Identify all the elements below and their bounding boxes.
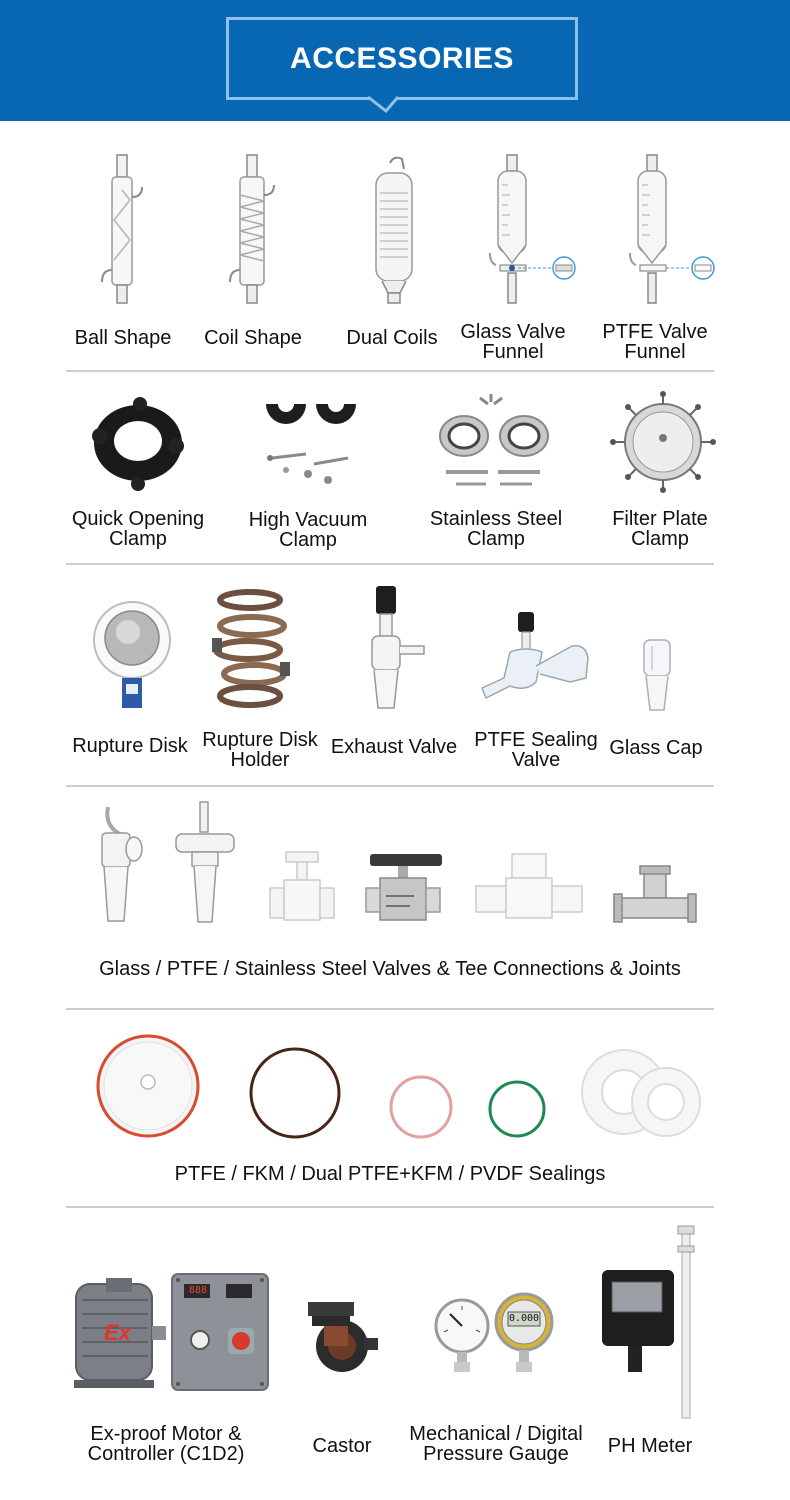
glass-valve-funnel-label: [452, 322, 574, 362]
digital-pressure-gauge: [494, 1292, 554, 1374]
joints-caption: Glass / PTFE / Stainless Steel Valves & Tee Connections & Joints: [99, 958, 681, 980]
ph-meter: [598, 1224, 708, 1420]
stainless-tee-joint: [612, 864, 698, 924]
glass-valve-funnel: [488, 155, 583, 305]
tri-clamp-gasket-icon: [580, 1046, 702, 1140]
glass-stopcock-valve-2: [172, 800, 238, 924]
motor-controller-line1: Ex-proof Motor &: [90, 1423, 242, 1445]
page-title: ACCESSORIES: [290, 41, 514, 75]
glass-stopcock-valve-1: [86, 805, 146, 923]
quick-opening-clamp: [88, 396, 188, 490]
divider-2: [66, 563, 714, 565]
ptfe-gasket-icon: [94, 1032, 202, 1140]
ex-mark-icon: Ex: [104, 1320, 131, 1345]
glass-cap: [640, 638, 674, 712]
rupture-disk-holder: [210, 588, 292, 712]
rupture-holder-line1: Rupture Disk: [202, 729, 318, 751]
digital-gauge-icon: [494, 1292, 554, 1374]
ptfe-valve-funnel: [628, 155, 723, 305]
pressure-gauge-label: [400, 1424, 592, 1464]
divider-4: [66, 1008, 714, 1010]
controller-icon: [170, 1272, 270, 1392]
digital-gauge-readout: 0.000: [508, 1313, 540, 1324]
motor-controller-line2: Controller (C1D2): [87, 1443, 245, 1465]
fkm-ring-icon: [248, 1046, 342, 1140]
ptfe-sealing-line2: Valve: [511, 749, 561, 771]
steel-tee-icon: [612, 864, 698, 924]
glass-stopcock-icon: [172, 800, 238, 924]
high-vacuum-line1: High Vacuum: [248, 509, 368, 531]
rupture-disk-icon: [90, 598, 174, 712]
ptfe-valve-funnel-line1: PTFE Valve: [602, 321, 708, 343]
ptfe-sealing-line1: PTFE Sealing: [474, 729, 598, 751]
ptfe-sealing-gasket: [94, 1032, 202, 1140]
controller-display: 888: [188, 1285, 208, 1296]
fkm-o-ring: [248, 1046, 342, 1140]
dual-coils-condenser: [364, 155, 424, 305]
coil-shape-label: Coil Shape: [204, 327, 302, 349]
ptfe-tee-icon: [474, 852, 584, 924]
castor-icon: [304, 1298, 382, 1378]
mechanical-pressure-gauge: [432, 1298, 492, 1374]
pressure-gauge-line1: Mechanical / Digital: [409, 1423, 583, 1445]
glass-stopcock-icon: [86, 805, 146, 923]
steel-valve-icon: [364, 852, 444, 924]
filter-plate-clamp-label: [586, 509, 734, 549]
filter-plate-line1: Filter Plate: [612, 508, 708, 530]
high-vacuum-line2: Clamp: [279, 529, 337, 551]
dual-coil-condenser-icon: [364, 155, 424, 305]
rupture-disk-label: Rupture Disk: [72, 735, 188, 757]
green-ring-icon: [486, 1078, 548, 1140]
ex-proof-controller: [170, 1272, 270, 1392]
exhaust-valve-icon: [364, 584, 430, 712]
high-vacuum-clamp-label: [232, 510, 384, 550]
glass-funnel-icon: [488, 155, 583, 305]
pvdf-green-ring: [486, 1078, 548, 1140]
castor-wheel: [304, 1298, 382, 1378]
glass-valve-funnel-line2: Funnel: [482, 341, 544, 363]
divider-3: [66, 785, 714, 787]
divider-1: [66, 370, 714, 372]
ptfe-sealing-valve-label: [470, 730, 602, 770]
header-banner: [0, 0, 790, 121]
ptfe-valve-funnel-line2: Funnel: [624, 341, 686, 363]
vacuum-clamp-icon: [262, 400, 362, 492]
ph-meter-icon: [598, 1224, 708, 1420]
castor-label: Castor: [312, 1435, 372, 1457]
rupture-holder-line2: Holder: [230, 749, 290, 771]
steel-clamp-icon: [436, 392, 554, 490]
filter-plate-clamp: [610, 392, 716, 492]
ptfe-tee-connection: [474, 852, 584, 924]
quick-opening-line1: Quick Opening: [71, 508, 205, 530]
exhaust-valve: [364, 584, 430, 712]
stainless-steel-clamp-label: [418, 509, 574, 549]
ptfe-sealing-valve: [480, 610, 590, 712]
ex-proof-motor: [72, 1276, 168, 1392]
coil-shape-condenser: [225, 155, 285, 305]
ball-shape-condenser: [95, 155, 155, 305]
ptfe-valve-funnel-label: [594, 322, 716, 362]
filter-plate-icon: [610, 392, 716, 492]
disk-holder-icon: [210, 588, 292, 712]
glass-cap-icon: [640, 638, 674, 712]
ptfe-valve-icon: [268, 852, 336, 924]
quick-opening-line2: Clamp: [109, 528, 167, 550]
sealings-caption: PTFE / FKM / Dual PTFE+KFM / PVDF Sealings: [174, 1163, 606, 1185]
coil-condenser-icon: [225, 155, 285, 305]
stainless-steel-line1: Stainless Steel: [429, 508, 563, 530]
dual-ptfe-kfm-ring: [388, 1074, 454, 1140]
rupture-disk-holder-label: [194, 730, 326, 770]
dual-coils-label: Dual Coils: [346, 327, 438, 349]
filter-plate-line2: Clamp: [631, 528, 689, 550]
motor-controller-label: [72, 1424, 260, 1464]
ball-condenser-icon: [95, 155, 155, 305]
glass-valve-funnel-line1: Glass Valve: [460, 321, 566, 343]
pressure-gauge-line2: Pressure Gauge: [423, 1443, 569, 1465]
divider-5: [66, 1206, 714, 1208]
stainless-steel-clamp: [436, 392, 554, 490]
ptfe-tri-clamp-gaskets: [580, 1046, 702, 1140]
quick-clamp-icon: [88, 396, 188, 490]
glass-cap-label: Glass Cap: [609, 737, 703, 759]
stainless-steel-line2: Clamp: [467, 528, 525, 550]
ptfe-funnel-icon: [628, 155, 723, 305]
quick-opening-clamp-label: [62, 509, 214, 549]
mechanical-gauge-icon: [432, 1298, 492, 1374]
exhaust-valve-label: Exhaust Valve: [330, 736, 458, 758]
ph-meter-label: PH Meter: [607, 1435, 693, 1457]
high-vacuum-clamp: [262, 400, 362, 492]
rupture-disk: [90, 598, 174, 712]
stainless-ball-valve: [364, 852, 444, 924]
ptfe-ball-valve: [268, 852, 336, 924]
ball-shape-label: Ball Shape: [74, 327, 172, 349]
ptfe-sealing-valve-icon: [480, 610, 590, 712]
dual-ring-icon: [388, 1074, 454, 1140]
